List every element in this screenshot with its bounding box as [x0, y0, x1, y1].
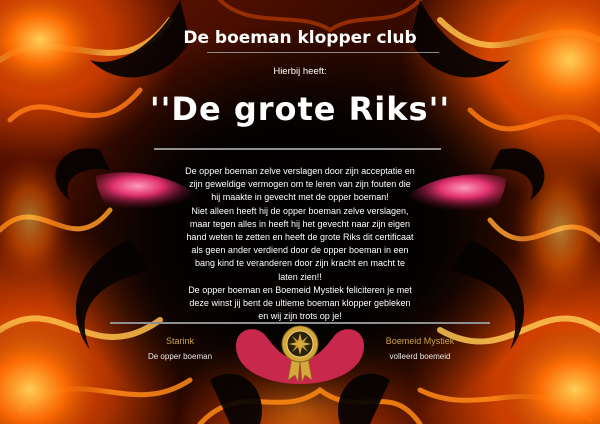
signature-right	[360, 336, 480, 361]
body-line: De opper boeman en Boemeid Mystiek feliciteren je met	[188, 284, 412, 295]
signature-left	[120, 336, 240, 361]
body-line: laten zien!!	[278, 271, 322, 282]
recipient-name: ''De grote Riks''	[149, 90, 451, 128]
body-line: Niet alleen heeft hij de opper boeman zelve verslagen,	[191, 205, 409, 216]
title-divider	[207, 52, 439, 53]
club-title: De boeman klopper club	[183, 28, 417, 48]
body-line: maar tegen alles in heeft hij het gevecht naar zijn eigen	[189, 218, 411, 229]
certificate-body	[175, 165, 425, 323]
body-line: en wij zijn trots op je!	[258, 311, 342, 322]
signature-left-name: Starink	[165, 336, 194, 346]
intro-text: Hierbij heeft:	[273, 66, 327, 77]
signature-right-role: volleerd boemeid	[389, 352, 451, 361]
body-line: bang kind te veranderen door zijn kracht en macht te	[194, 258, 406, 269]
body-line: deze winst jij bent de ultieme boeman klopper gebleken	[189, 298, 411, 309]
signature-left-role: De opper boeman	[147, 352, 213, 361]
body-line: De opper boeman zelve verslagen door zijn acceptatie en	[185, 166, 415, 176]
award-seal	[230, 318, 370, 388]
body-line: als geen ander verdiend door de opper boeman in een	[191, 245, 409, 256]
body-line: hand weten te zetten en heeft de grote Riks dit certificaat	[186, 232, 414, 243]
body-line: zijn geweldige vermogen om te leren van zijn fouten die	[189, 179, 411, 190]
recipient-divider	[154, 148, 441, 150]
signature-right-name: Boemeid Mystiek	[385, 336, 455, 346]
body-line: hij maakte in gevecht met de opper boeman!	[211, 192, 389, 203]
